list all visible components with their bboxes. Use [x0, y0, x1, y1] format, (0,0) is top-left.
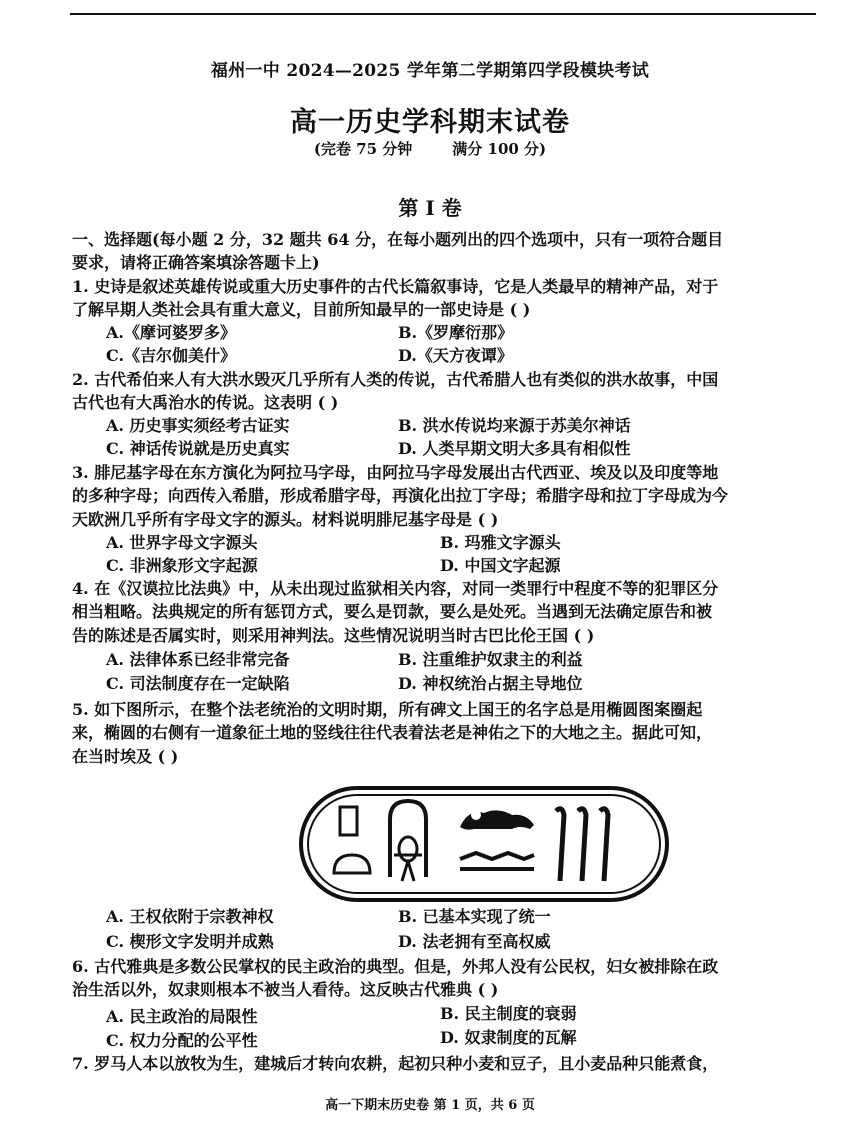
question-line: 来，椭圆的右侧有一道象征土地的竖线往往代表着法老是神佑之下的大地之主。据此可知，: [72, 723, 713, 743]
question-line: 1. 史诗是叙述英雄传说或重大历史事件的古代长篇叙事诗，它是人类最早的精神产品，对于: [72, 277, 719, 296]
q1-option-c: C.《吉尔伽美什》: [106, 346, 237, 365]
paper-title: 高一历史学科期末试卷: [290, 107, 570, 138]
q1-option-b: B.《罗摩衍那》: [398, 323, 514, 342]
question-line: 6. 古代雅典是多数公民掌权的民主政治的典型。但是，外邦人没有公民权，妇女被排除在政: [72, 957, 719, 976]
bread-glyph: [334, 855, 370, 873]
egyptian-cartouche-figure: [298, 785, 670, 903]
q3-option-c: C. 非洲象形文字起源: [106, 556, 258, 575]
question-line: 天欧洲几乎所有字母文字的源头。材料说明腓尼基字母是 ( ): [72, 509, 499, 529]
q2-option-d: D. 人类早期文明大多具有相似性: [398, 439, 631, 458]
q6-option-b: B. 民主制度的衰弱: [440, 1004, 577, 1023]
question-line: 3. 腓尼基字母在东方演化为阿拉马字母，由阿拉马字母发展出古代西亚、埃及以及印度等地: [72, 463, 719, 482]
question-line: 相当粗略。法典规定的所有惩罚方式，要么是罚款，要么是处死。当遇到无法确定原告和被: [72, 602, 713, 622]
section-instruction: [72, 228, 832, 275]
question-line: 5. 如下图所示，在整个法老统治的文明时期，所有碑文上国王的名字总是用椭圆图案圈起: [72, 700, 703, 719]
section-line: 一、选择题(每小题 2 分，32 题共 64 分，在每小题列出的四个选项中，只有一项符合题目: [72, 230, 724, 249]
question-line: 在当时埃及 ( ): [72, 746, 179, 766]
question-line: 4. 在《汉谟拉比法典》中，从未出现过监狱相关内容，对同一类罪行中程度不等的犯罪区分: [72, 579, 719, 598]
q1-option-d: D.《天方夜谭》: [398, 346, 513, 365]
lion-glyph: [460, 810, 534, 830]
question-line: 了解早期人类社会具有重大意义，目前所知最早的一部史诗是 ( ): [72, 300, 531, 320]
page-footer: 高一下期末历史卷 第 1 页，共 6 页: [325, 1098, 535, 1113]
q2-option-b: B. 洪水传说均来源于苏美尔神话: [398, 416, 631, 435]
exam-duration: (完卷 75 分钟: [313, 140, 413, 158]
q6-option-c: C. 权力分配的公平性: [106, 1031, 258, 1050]
q4-option-b: B. 注重维护奴隶主的利益: [398, 650, 583, 669]
question-line: 的多种字母；向西传入希腊，形成希腊字母，再演化出拉丁字母；希腊字母和拉丁字母成为今: [72, 486, 729, 506]
q2-option-a: A. 历史事实须经考古证实: [106, 416, 290, 435]
question-5-stem: [72, 698, 832, 768]
question-6-stem: [72, 955, 832, 1002]
school-exam-title: 福州一中 2024—2025 学年第二学期第四学段模块考试: [210, 61, 650, 81]
square-glyph: [340, 807, 357, 835]
top-rule: [70, 13, 816, 15]
q3-option-b: B. 玛雅文字源头: [440, 533, 561, 552]
question-2-stem: [72, 368, 832, 415]
question-line: 古代也有大禹治水的传说。这表明 ( ): [72, 393, 339, 413]
question-7-stem: [72, 1052, 832, 1075]
q3-option-a: A. 世界字母文字源头: [106, 533, 258, 552]
section-line: 要求，请将正确答案填涂答题卡上): [72, 253, 320, 273]
question-4-stem: [72, 577, 832, 647]
exam-full-score: 满分 100 分): [452, 140, 547, 158]
q5-option-b: B. 已基本实现了统一: [398, 907, 551, 926]
question-line: 治生活以外，奴隶则根本不被当人看待。这反映古代雅典 ( ): [72, 980, 499, 1000]
volume-heading: 第 I 卷: [398, 196, 462, 220]
q4-option-c: C. 司法制度存在一定缺陷: [106, 674, 290, 693]
q4-option-d: D. 神权统治占据主导地位: [398, 674, 583, 693]
reed-glyphs: [556, 809, 608, 881]
q4-option-a: A. 法律体系已经非常完备: [106, 650, 290, 669]
question-line: 告的陈述是否属实时，则采用神判法。这些情况说明当时古巴比伦王国 ( ): [72, 625, 595, 645]
q6-option-a: A. 民主政治的局限性: [106, 1007, 258, 1026]
knot-glyph: [399, 837, 417, 861]
q6-option-d: D. 奴隶制度的瓦解: [440, 1028, 577, 1047]
q5-option-d: D. 法老拥有至高权威: [398, 932, 551, 951]
question-line: 2. 古代希伯来人有大洪水毁灭几乎所有人类的传说，古代希腊人也有类似的洪水故事，中国: [72, 370, 719, 389]
question-3-stem: [72, 461, 832, 531]
water-glyph: [460, 853, 534, 869]
question-1-stem: [72, 275, 832, 322]
q2-option-c: C. 神话传说就是历史真实: [106, 439, 290, 458]
q5-option-c: C. 楔形文字发明并成熟: [106, 932, 274, 951]
exam-subtitle: [0, 138, 860, 159]
q3-option-d: D. 中国文字起源: [440, 556, 561, 575]
q1-option-a: A.《摩诃婆罗多》: [106, 323, 236, 342]
question-line: 7. 罗马人本以放牧为生，建城后才转向农耕，起初只种小麦和豆子，且小麦品种只能煮食，: [72, 1054, 719, 1073]
q5-option-a: A. 王权依附于宗教神权: [106, 907, 274, 926]
